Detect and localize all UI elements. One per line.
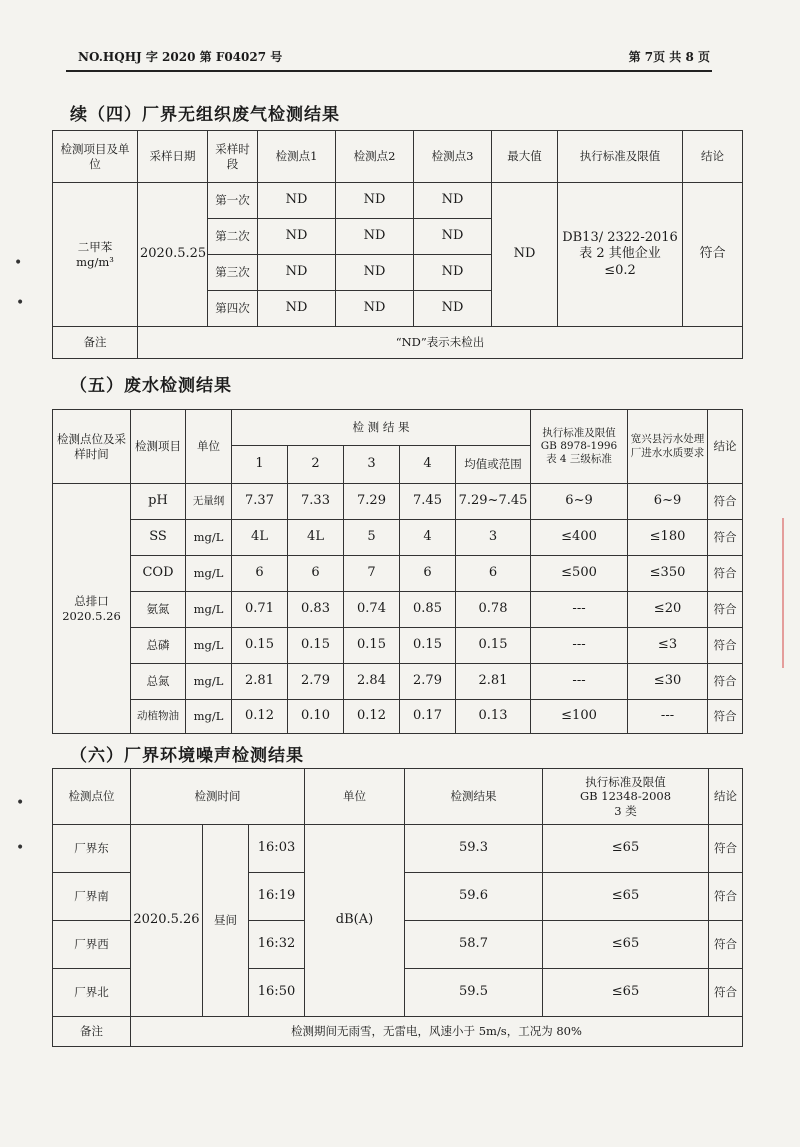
noise-h-point: 检测点位	[53, 769, 131, 825]
water-item: 总磷	[131, 628, 186, 664]
noise-note: 检测期间无雨雪，无雷电，风速小于 5m/s，工况为 80%	[131, 1017, 743, 1047]
noise-h-concl: 结论	[709, 769, 743, 825]
water-h-std1-l1: 执行标准及限值	[542, 426, 616, 439]
water-v4: 0.17	[400, 700, 456, 734]
water-h-n3: 3	[344, 446, 400, 484]
water-avg: 2.81	[456, 664, 531, 700]
noise-point: 厂界南	[53, 873, 131, 921]
water-avg: 6	[456, 556, 531, 592]
water-v1: 0.71	[232, 592, 288, 628]
water-item: COD	[131, 556, 186, 592]
gas-p2: ND	[336, 183, 414, 219]
noise-result: 59.5	[405, 969, 543, 1017]
noise-h-time: 检测时间	[131, 769, 305, 825]
water-h-n1: 1	[232, 446, 288, 484]
water-avg: 3	[456, 520, 531, 556]
water-v1: 7.37	[232, 484, 288, 520]
noise-h-std-l3: 3 类	[614, 803, 637, 818]
water-v2: 6	[288, 556, 344, 592]
noise-row	[53, 825, 743, 873]
water-row	[53, 556, 743, 592]
noise-time: 16:19	[249, 873, 305, 921]
noise-time: 16:32	[249, 921, 305, 969]
gas-note-label: 备注	[53, 327, 138, 359]
gas-p3: ND	[414, 183, 492, 219]
noise-h-unit: 单位	[305, 769, 405, 825]
noise-concl: 符合	[709, 873, 743, 921]
noise-std: ≤65	[543, 873, 709, 921]
water-h-std1-l2: GB 8978-1996	[540, 439, 618, 452]
water-avg: 7.29~7.45	[456, 484, 531, 520]
noise-h-std-l2: GB 12348-2008	[579, 789, 672, 804]
water-concl: 符合	[708, 556, 743, 592]
noise-point: 厂界西	[53, 921, 131, 969]
gas-h-p3: 检测点3	[414, 131, 492, 183]
gas-h-item: 检测项目及单位	[53, 131, 138, 183]
noise-date: 2020.5.26	[131, 825, 203, 1017]
gas-p1: ND	[258, 219, 336, 255]
gas-h-max: 最大值	[492, 131, 558, 183]
water-table	[52, 409, 743, 734]
gas-table	[52, 130, 743, 359]
gas-note: “ND”表示未检出	[138, 327, 743, 359]
water-v4: 4	[400, 520, 456, 556]
noise-table	[52, 768, 743, 1047]
water-v1: 0.12	[232, 700, 288, 734]
gas-h-p1: 检测点1	[258, 131, 336, 183]
water-h-std1-l3: 表 4 三级标准	[546, 453, 612, 466]
gas-period: 第三次	[208, 255, 258, 291]
gas-standard-l1: DB13/ 2322-2016	[562, 230, 678, 246]
water-item: SS	[131, 520, 186, 556]
gas-conclusion: 符合	[683, 183, 743, 327]
gas-p1: ND	[258, 291, 336, 327]
gas-p2: ND	[336, 219, 414, 255]
water-v4: 0.15	[400, 628, 456, 664]
gas-period: 第二次	[208, 219, 258, 255]
water-v1: 0.15	[232, 628, 288, 664]
water-header-row	[53, 410, 743, 446]
gas-p3: ND	[414, 291, 492, 327]
gas-p3: ND	[414, 255, 492, 291]
water-std2: ≤350	[628, 556, 708, 592]
water-avg: 0.13	[456, 700, 531, 734]
water-row	[53, 592, 743, 628]
water-v3: 7	[344, 556, 400, 592]
gas-h-period: 采样时段	[208, 131, 258, 183]
noise-period: 昼间	[203, 825, 249, 1017]
water-h-n4: 4	[400, 446, 456, 484]
water-v3: 0.15	[344, 628, 400, 664]
gas-period: 第四次	[208, 291, 258, 327]
water-std2: ≤20	[628, 592, 708, 628]
gas-h-concl: 结论	[683, 131, 743, 183]
gas-date: 2020.5.25	[138, 183, 208, 327]
water-unit: mg/L	[186, 700, 232, 734]
noise-result: 59.3	[405, 825, 543, 873]
water-v2: 7.33	[288, 484, 344, 520]
water-v4: 2.79	[400, 664, 456, 700]
gas-item: 二甲苯	[77, 240, 113, 255]
water-h-concl: 结论	[708, 410, 743, 484]
water-concl: 符合	[708, 628, 743, 664]
water-h-avg: 均值或范围	[456, 446, 531, 484]
gas-standard-cell	[558, 183, 683, 327]
water-v4: 0.85	[400, 592, 456, 628]
water-h-n2: 2	[288, 446, 344, 484]
water-concl: 符合	[708, 484, 743, 520]
water-v4: 7.45	[400, 484, 456, 520]
noise-concl: 符合	[709, 921, 743, 969]
water-std1: ---	[531, 664, 628, 700]
water-std1: ≤100	[531, 700, 628, 734]
gas-item-cell	[53, 183, 138, 327]
water-std1: ---	[531, 592, 628, 628]
report-number: NO.HQHJ 字 2020 第 F04027 号	[78, 50, 283, 64]
water-h-unit: 单位	[186, 410, 232, 484]
water-item: pH	[131, 484, 186, 520]
binding-hole-mark: •	[14, 255, 23, 271]
water-h-item: 检测项目	[131, 410, 186, 484]
water-v2: 0.10	[288, 700, 344, 734]
water-std2: ≤180	[628, 520, 708, 556]
section5-title: （五）废水检测结果	[70, 376, 232, 396]
water-std1: ---	[531, 628, 628, 664]
water-std1: ≤500	[531, 556, 628, 592]
noise-point: 厂界东	[53, 825, 131, 873]
noise-std: ≤65	[543, 969, 709, 1017]
noise-time: 16:50	[249, 969, 305, 1017]
water-v2: 0.15	[288, 628, 344, 664]
water-v1: 6	[232, 556, 288, 592]
seal-stamp-edge	[782, 518, 800, 668]
water-row	[53, 700, 743, 734]
water-concl: 符合	[708, 700, 743, 734]
noise-concl: 符合	[709, 969, 743, 1017]
water-unit: mg/L	[186, 556, 232, 592]
water-h-point: 检测点位及采样时间	[53, 410, 131, 484]
water-unit: mg/L	[186, 628, 232, 664]
binding-hole-mark: •	[16, 840, 25, 856]
water-v4: 6	[400, 556, 456, 592]
gas-p1: ND	[258, 183, 336, 219]
water-std2: 6~9	[628, 484, 708, 520]
water-unit: 无量纲	[186, 484, 232, 520]
gas-row	[53, 183, 743, 219]
gas-p1: ND	[258, 255, 336, 291]
water-concl: 符合	[708, 592, 743, 628]
noise-result: 59.6	[405, 873, 543, 921]
noise-unit: dB(A)	[305, 825, 405, 1017]
water-concl: 符合	[708, 664, 743, 700]
gas-period: 第一次	[208, 183, 258, 219]
gas-max: ND	[492, 183, 558, 327]
noise-h-result: 检测结果	[405, 769, 543, 825]
gas-standard-l3: ≤0.2	[604, 262, 636, 278]
noise-h-std	[543, 769, 709, 825]
water-date: 2020.5.26	[62, 608, 121, 623]
water-point-cell	[53, 484, 131, 734]
gas-unit: mg/m³	[76, 254, 114, 269]
noise-std: ≤65	[543, 825, 709, 873]
noise-result: 58.7	[405, 921, 543, 969]
gas-h-date: 采样日期	[138, 131, 208, 183]
noise-header-row	[53, 769, 743, 825]
gas-h-std: 执行标准及限值	[558, 131, 683, 183]
gas-h-p2: 检测点2	[336, 131, 414, 183]
water-row	[53, 628, 743, 664]
gas-header-row	[53, 131, 743, 183]
section4-title: 续（四）厂界无组织废气检测结果	[70, 105, 340, 125]
water-v2: 0.83	[288, 592, 344, 628]
section6-title: （六）厂界环境噪声检测结果	[70, 746, 304, 766]
water-h-results: 检 测 结 果	[232, 410, 531, 446]
water-v3: 2.84	[344, 664, 400, 700]
binding-hole-mark: •	[16, 295, 25, 311]
water-unit: mg/L	[186, 664, 232, 700]
noise-concl: 符合	[709, 825, 743, 873]
water-v2: 4L	[288, 520, 344, 556]
gas-p2: ND	[336, 255, 414, 291]
water-v3: 5	[344, 520, 400, 556]
binding-hole-mark: •	[16, 795, 25, 811]
gas-p2: ND	[336, 291, 414, 327]
water-row	[53, 664, 743, 700]
water-concl: 符合	[708, 520, 743, 556]
water-avg: 0.78	[456, 592, 531, 628]
water-v3: 7.29	[344, 484, 400, 520]
water-std1: ≤400	[531, 520, 628, 556]
water-unit: mg/L	[186, 520, 232, 556]
water-v3: 0.12	[344, 700, 400, 734]
water-item: 总氮	[131, 664, 186, 700]
water-point: 总排口	[74, 594, 109, 609]
water-v1: 2.81	[232, 664, 288, 700]
noise-point: 厂界北	[53, 969, 131, 1017]
water-v3: 0.74	[344, 592, 400, 628]
water-item: 氨氮	[131, 592, 186, 628]
page-number: 第 7页 共 8 页	[628, 50, 710, 64]
water-avg: 0.15	[456, 628, 531, 664]
water-std2: ---	[628, 700, 708, 734]
noise-time: 16:03	[249, 825, 305, 873]
water-item: 动植物油	[131, 700, 186, 734]
water-row	[53, 520, 743, 556]
water-std2: ≤30	[628, 664, 708, 700]
gas-standard-l2: 表 2 其他企业	[579, 246, 661, 262]
water-unit: mg/L	[186, 592, 232, 628]
noise-note-row	[53, 1017, 743, 1047]
water-h-std2: 宽兴县污水处理厂进水水质要求	[628, 410, 708, 484]
water-v1: 4L	[232, 520, 288, 556]
gas-p3: ND	[414, 219, 492, 255]
page-header	[78, 48, 710, 68]
water-h-std1	[531, 410, 628, 484]
header-rule	[66, 70, 712, 72]
gas-note-row	[53, 327, 743, 359]
water-v2: 2.79	[288, 664, 344, 700]
water-row	[53, 484, 743, 520]
noise-std: ≤65	[543, 921, 709, 969]
noise-note-label: 备注	[53, 1017, 131, 1047]
water-std2: ≤3	[628, 628, 708, 664]
noise-h-std-l1: 执行标准及限值	[585, 774, 666, 789]
water-std1: 6~9	[531, 484, 628, 520]
